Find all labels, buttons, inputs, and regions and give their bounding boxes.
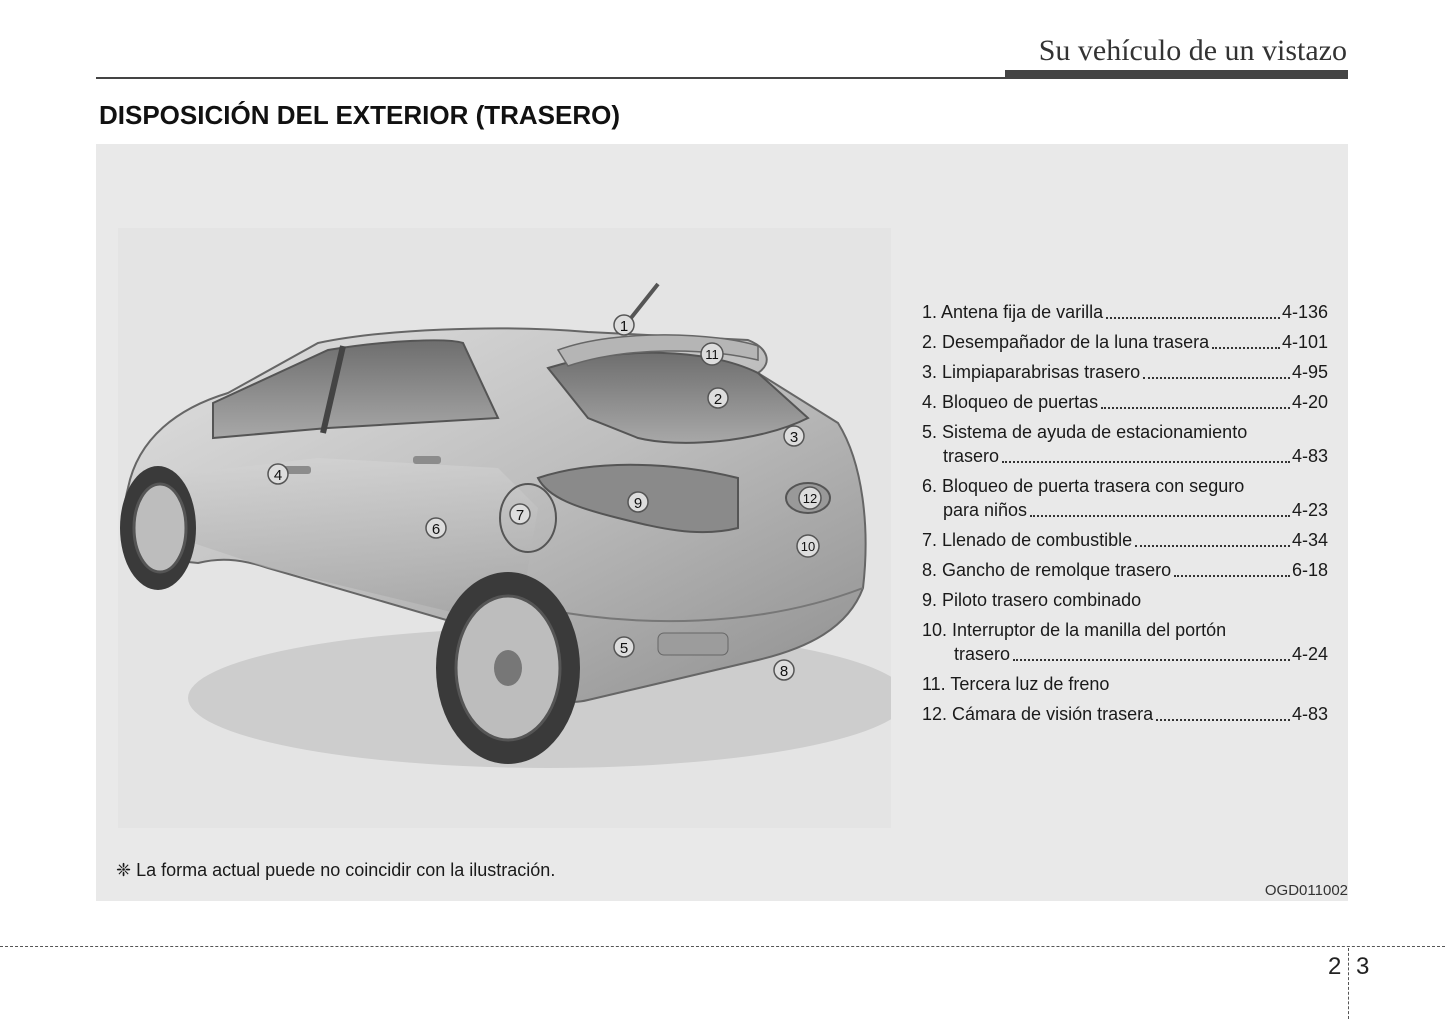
callout-11 — [701, 343, 723, 365]
svg-text:5: 5 — [619, 640, 629, 657]
dot-leader — [1212, 347, 1280, 349]
section-title: DISPOSICIÓN DEL EXTERIOR (TRASERO) — [99, 100, 621, 130]
list-item — [922, 360, 1328, 384]
component-list — [922, 300, 1328, 732]
list-item-label: 2. Desempañador de la luna trasera — [922, 332, 1210, 352]
list-item-label: trasero — [954, 644, 1011, 664]
svg-text:11: 11 — [705, 347, 719, 362]
svg-text:2: 2 — [713, 391, 723, 408]
dot-leader — [1174, 575, 1290, 577]
footer-divider — [1348, 948, 1349, 1019]
rear-wheel — [436, 572, 580, 764]
svg-text:10: 10 — [800, 539, 816, 554]
list-item — [922, 642, 1328, 666]
list-item-label: 9. Piloto trasero combinado — [922, 590, 1142, 610]
svg-text:8: 8 — [779, 663, 789, 680]
list-item-label: 10. Interruptor de la manilla del portón — [922, 620, 1227, 640]
list-item-label: 4. Bloqueo de puertas — [922, 392, 1099, 412]
list-item — [922, 420, 1328, 444]
svg-text:1: 1 — [619, 318, 629, 335]
chapter-title: Su vehículo de un vistazo — [1038, 34, 1347, 67]
page-number: 3 — [1356, 953, 1370, 980]
svg-text:4: 4 — [273, 467, 283, 484]
list-item-page-ref[interactable]: 4-20 — [1291, 392, 1328, 412]
dot-leader — [1002, 461, 1290, 463]
svg-text:3: 3 — [789, 429, 799, 446]
callout-10 — [797, 535, 819, 557]
list-item-page-ref[interactable]: 4-83 — [1291, 446, 1328, 466]
list-item-page-ref[interactable]: 6-18 — [1291, 560, 1328, 580]
front-wheel — [120, 466, 196, 590]
list-item — [922, 588, 1328, 612]
list-item — [922, 444, 1328, 468]
list-item — [922, 558, 1328, 582]
list-item-page-ref[interactable]: 4-24 — [1291, 644, 1328, 664]
list-item-label: 11. Tercera luz de freno — [922, 674, 1110, 694]
list-item — [922, 702, 1328, 726]
svg-text:6: 6 — [431, 521, 441, 538]
callout-5 — [614, 637, 634, 657]
list-item — [922, 474, 1328, 498]
svg-text:7: 7 — [515, 507, 525, 524]
callout-7 — [510, 504, 530, 524]
list-item-page-ref[interactable]: 4-136 — [1281, 302, 1328, 322]
callout-2 — [708, 388, 728, 408]
list-item-page-ref[interactable]: 4-83 — [1291, 704, 1328, 724]
illustration-panel — [96, 144, 1348, 901]
list-item-label: 5. Sistema de ayuda de estacionamiento — [922, 422, 1248, 442]
illustration-note: ❈ La forma actual puede no coincidir con la ilustración. — [116, 860, 556, 880]
list-item — [922, 528, 1328, 552]
list-item — [922, 390, 1328, 414]
list-item-page-ref[interactable]: 4-34 — [1291, 530, 1328, 550]
dot-leader — [1135, 545, 1290, 547]
list-item-label: trasero — [943, 446, 1000, 466]
callout-4 — [268, 464, 288, 484]
list-item — [922, 330, 1328, 354]
list-item-label: 8. Gancho de remolque trasero — [922, 560, 1172, 580]
callout-9 — [628, 492, 648, 512]
dot-leader — [1101, 407, 1290, 409]
list-item-label: 1. Antena fija de varilla — [922, 302, 1104, 322]
dot-leader — [1143, 377, 1290, 379]
list-item — [922, 498, 1328, 522]
svg-text:12: 12 — [802, 491, 818, 506]
footer-rule — [0, 946, 1445, 947]
figure-code: OGD011002 — [1264, 882, 1348, 899]
callout-3 — [784, 426, 804, 446]
list-item-page-ref[interactable]: 4-95 — [1291, 362, 1328, 382]
list-item-page-ref[interactable]: 4-101 — [1281, 332, 1328, 352]
list-item — [922, 672, 1328, 696]
list-item-label: para niños — [943, 500, 1028, 520]
list-item — [922, 300, 1328, 324]
dot-leader — [1106, 317, 1280, 319]
callout-6 — [426, 518, 446, 538]
dot-leader — [1156, 719, 1290, 721]
dot-leader — [1030, 515, 1290, 517]
list-item-label: 7. Llenado de combustible — [922, 530, 1133, 550]
list-item-label: 12. Cámara de visión trasera — [922, 704, 1154, 724]
header-accent-bar — [1005, 70, 1348, 79]
car-rear-illustration — [118, 228, 891, 828]
list-item-label: 3. Limpiaparabrisas trasero — [922, 362, 1141, 382]
chapter-number: 2 — [1328, 953, 1342, 980]
callout-1 — [614, 315, 634, 335]
svg-text:9: 9 — [633, 495, 643, 512]
callout-8 — [774, 660, 794, 680]
list-item-page-ref[interactable]: 4-23 — [1291, 500, 1328, 520]
dot-leader — [1013, 659, 1290, 661]
callout-12 — [799, 487, 821, 509]
list-item — [922, 618, 1328, 642]
list-item-label: 6. Bloqueo de puerta trasera con seguro — [922, 476, 1245, 496]
